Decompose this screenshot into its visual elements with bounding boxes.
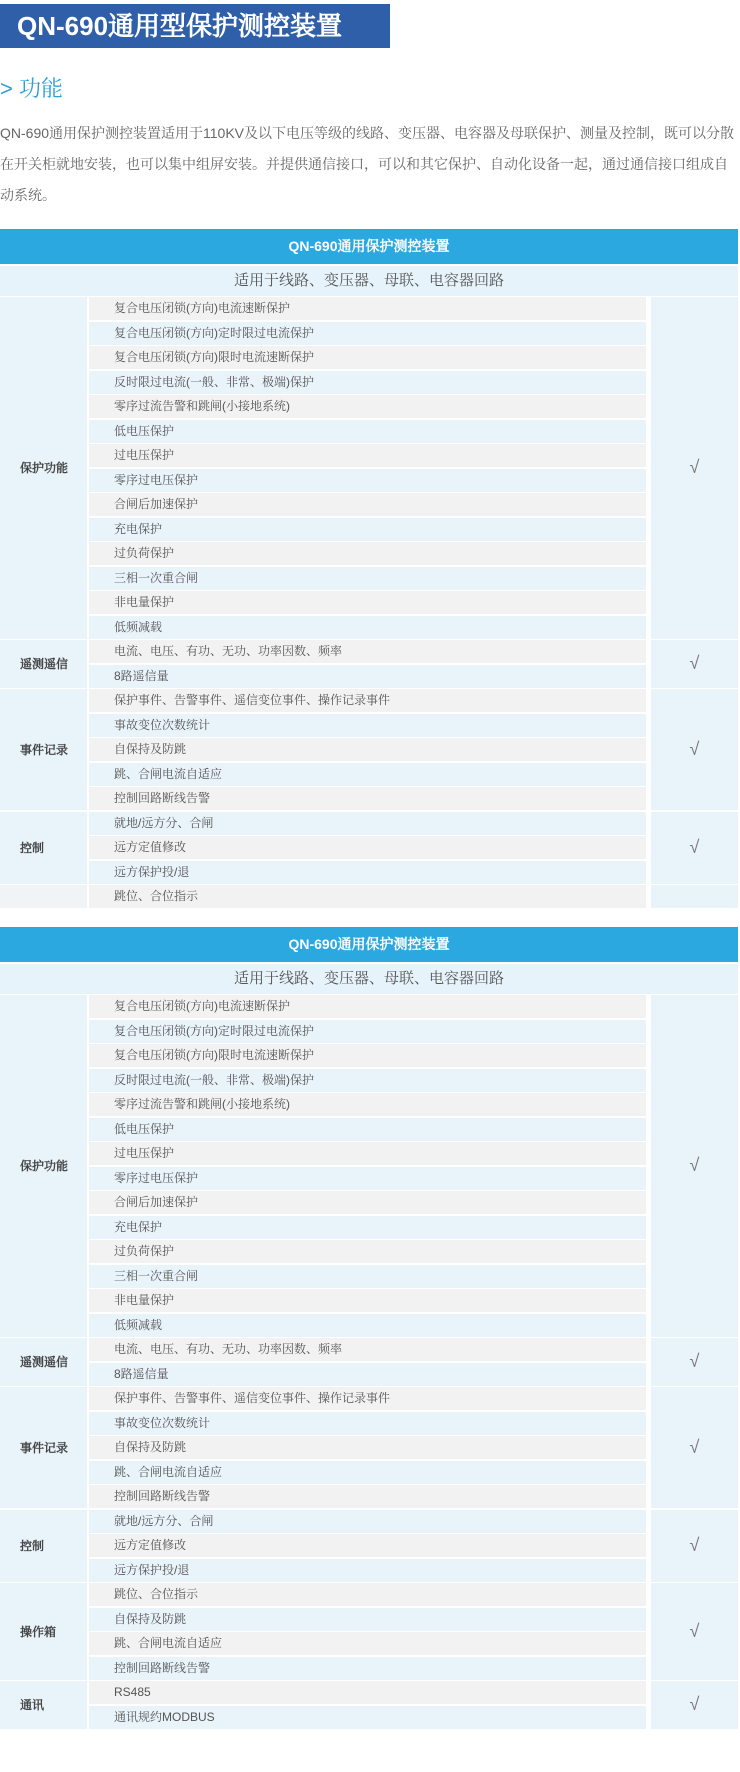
group-label: 通讯: [0, 1681, 87, 1729]
feature-item: 非电量保护: [89, 591, 646, 614]
feature-item: 合闸后加速保护: [89, 493, 646, 516]
check-mark-cell: √: [651, 297, 738, 639]
feature-item: 低电压保护: [89, 420, 646, 443]
feature-item: 复合电压闭锁(方向)限时电流速断保护: [89, 346, 646, 369]
feature-item: 反时限过电流(一般、非常、极端)保护: [89, 371, 646, 394]
feature-item: 电流、电压、有功、无功、功率因数、频率: [89, 1338, 646, 1361]
feature-item: 反时限过电流(一般、非常、极端)保护: [89, 1069, 646, 1092]
feature-item: 自保持及防跳: [89, 738, 646, 761]
feature-item: 8路遥信量: [89, 665, 646, 688]
feature-item: 保护事件、告警事件、遥信变位事件、操作记录事件: [89, 689, 646, 712]
feature-item: 远方保护投/退: [89, 1559, 646, 1582]
group-label: 操作箱: [0, 1583, 87, 1680]
feature-item: 复合电压闭锁(方向)限时电流速断保护: [89, 1044, 646, 1067]
check-mark-cell: √: [651, 1387, 738, 1508]
feature-item: 跳、合闸电流自适应: [89, 1632, 646, 1655]
group-label: 控制: [0, 812, 87, 884]
feature-item: 8路遥信量: [89, 1363, 646, 1386]
group-label: 遥测遥信: [0, 1338, 87, 1386]
feature-item: 控制回路断线告警: [89, 1657, 646, 1680]
feature-item: 过负荷保护: [89, 1240, 646, 1263]
feature-item: 复合电压闭锁(方向)电流速断保护: [89, 297, 646, 320]
feature-item: 充电保护: [89, 1216, 646, 1239]
table-header: QN-690通用保护测控装置: [0, 927, 738, 962]
feature-item: 自保持及防跳: [89, 1436, 646, 1459]
feature-item: 合闸后加速保护: [89, 1191, 646, 1214]
feature-item: 远方保护投/退: [89, 861, 646, 884]
feature-item: 远方定值修改: [89, 1534, 646, 1557]
section-heading: > 功能: [0, 76, 63, 101]
feature-item: 跳、合闸电流自适应: [89, 763, 646, 786]
table-subheader: 适用于线路、变压器、母联、电容器回路: [0, 964, 738, 994]
check-mark-cell: √: [651, 812, 738, 884]
page-title: QN-690通用型保护测控装置: [0, 4, 390, 48]
group-label: 保护功能: [0, 995, 87, 1337]
feature-item: 三相一次重合闸: [89, 567, 646, 590]
feature-item: 三相一次重合闸: [89, 1265, 646, 1288]
table-header: QN-690通用保护测控装置: [0, 229, 738, 264]
feature-item: 零序过流告警和跳闸(小接地系统): [89, 395, 646, 418]
feature-item: 零序过电压保护: [89, 1167, 646, 1190]
check-mark-cell: √: [651, 1338, 738, 1386]
feature-item: 跳、合闸电流自适应: [89, 1461, 646, 1484]
feature-item: 低频减载: [89, 1314, 646, 1337]
check-mark-cell: [651, 885, 738, 908]
group-label: 保护功能: [0, 297, 87, 639]
check-mark-cell: √: [651, 640, 738, 688]
feature-item: 就地/远方分、合闸: [89, 1510, 646, 1533]
feature-item: 低电压保护: [89, 1118, 646, 1141]
feature-item: 过负荷保护: [89, 542, 646, 565]
feature-item: 跳位、合位指示: [89, 1583, 646, 1606]
check-mark-cell: √: [651, 995, 738, 1337]
group-label: 事件记录: [0, 689, 87, 810]
feature-item: 远方定值修改: [89, 836, 646, 859]
feature-item: 零序过电压保护: [89, 469, 646, 492]
feature-item: 控制回路断线告警: [89, 787, 646, 810]
feature-item: 自保持及防跳: [89, 1608, 646, 1631]
group-label: 遥测遥信: [0, 640, 87, 688]
feature-item: 低频减载: [89, 616, 646, 639]
feature-item: 零序过流告警和跳闸(小接地系统): [89, 1093, 646, 1116]
group-label: 控制: [0, 1510, 87, 1582]
feature-item: 控制回路断线告警: [89, 1485, 646, 1508]
feature-item: 事故变位次数统计: [89, 714, 646, 737]
feature-item: 通讯规约MODBUS: [89, 1706, 646, 1729]
feature-item: 复合电压闭锁(方向)定时限过电流保护: [89, 322, 646, 345]
check-mark-cell: √: [651, 1583, 738, 1680]
group-label: 事件记录: [0, 1387, 87, 1508]
feature-item: 复合电压闭锁(方向)电流速断保护: [89, 995, 646, 1018]
feature-item: 事故变位次数统计: [89, 1412, 646, 1435]
feature-item: 充电保护: [89, 518, 646, 541]
feature-item: 过电压保护: [89, 1142, 646, 1165]
feature-item: 电流、电压、有功、无功、功率因数、频率: [89, 640, 646, 663]
check-mark-cell: √: [651, 1510, 738, 1582]
feature-item: 跳位、合位指示: [89, 885, 646, 908]
feature-item: 非电量保护: [89, 1289, 646, 1312]
check-mark-cell: √: [651, 689, 738, 810]
feature-item: 保护事件、告警事件、遥信变位事件、操作记录事件: [89, 1387, 646, 1410]
feature-item: 复合电压闭锁(方向)定时限过电流保护: [89, 1020, 646, 1043]
check-mark-cell: √: [651, 1681, 738, 1729]
group-label: [0, 885, 87, 908]
intro-paragraph: QN-690通用保护测控装置适用于110KV及以下电压等级的线路、变压器、电容器及母联保护、测量及控制，既可以分散在开关柜就地安装，也可以集中组屏安装。并提供通信接口，可以和其它保护、自动化设备一起，通过通信接口组成自动系统。: [0, 125, 735, 203]
table-subheader: 适用于线路、变压器、母联、电容器回路: [0, 266, 738, 296]
feature-item: 过电压保护: [89, 444, 646, 467]
feature-item: 就地/远方分、合闸: [89, 812, 646, 835]
feature-item: RS485: [89, 1681, 646, 1704]
